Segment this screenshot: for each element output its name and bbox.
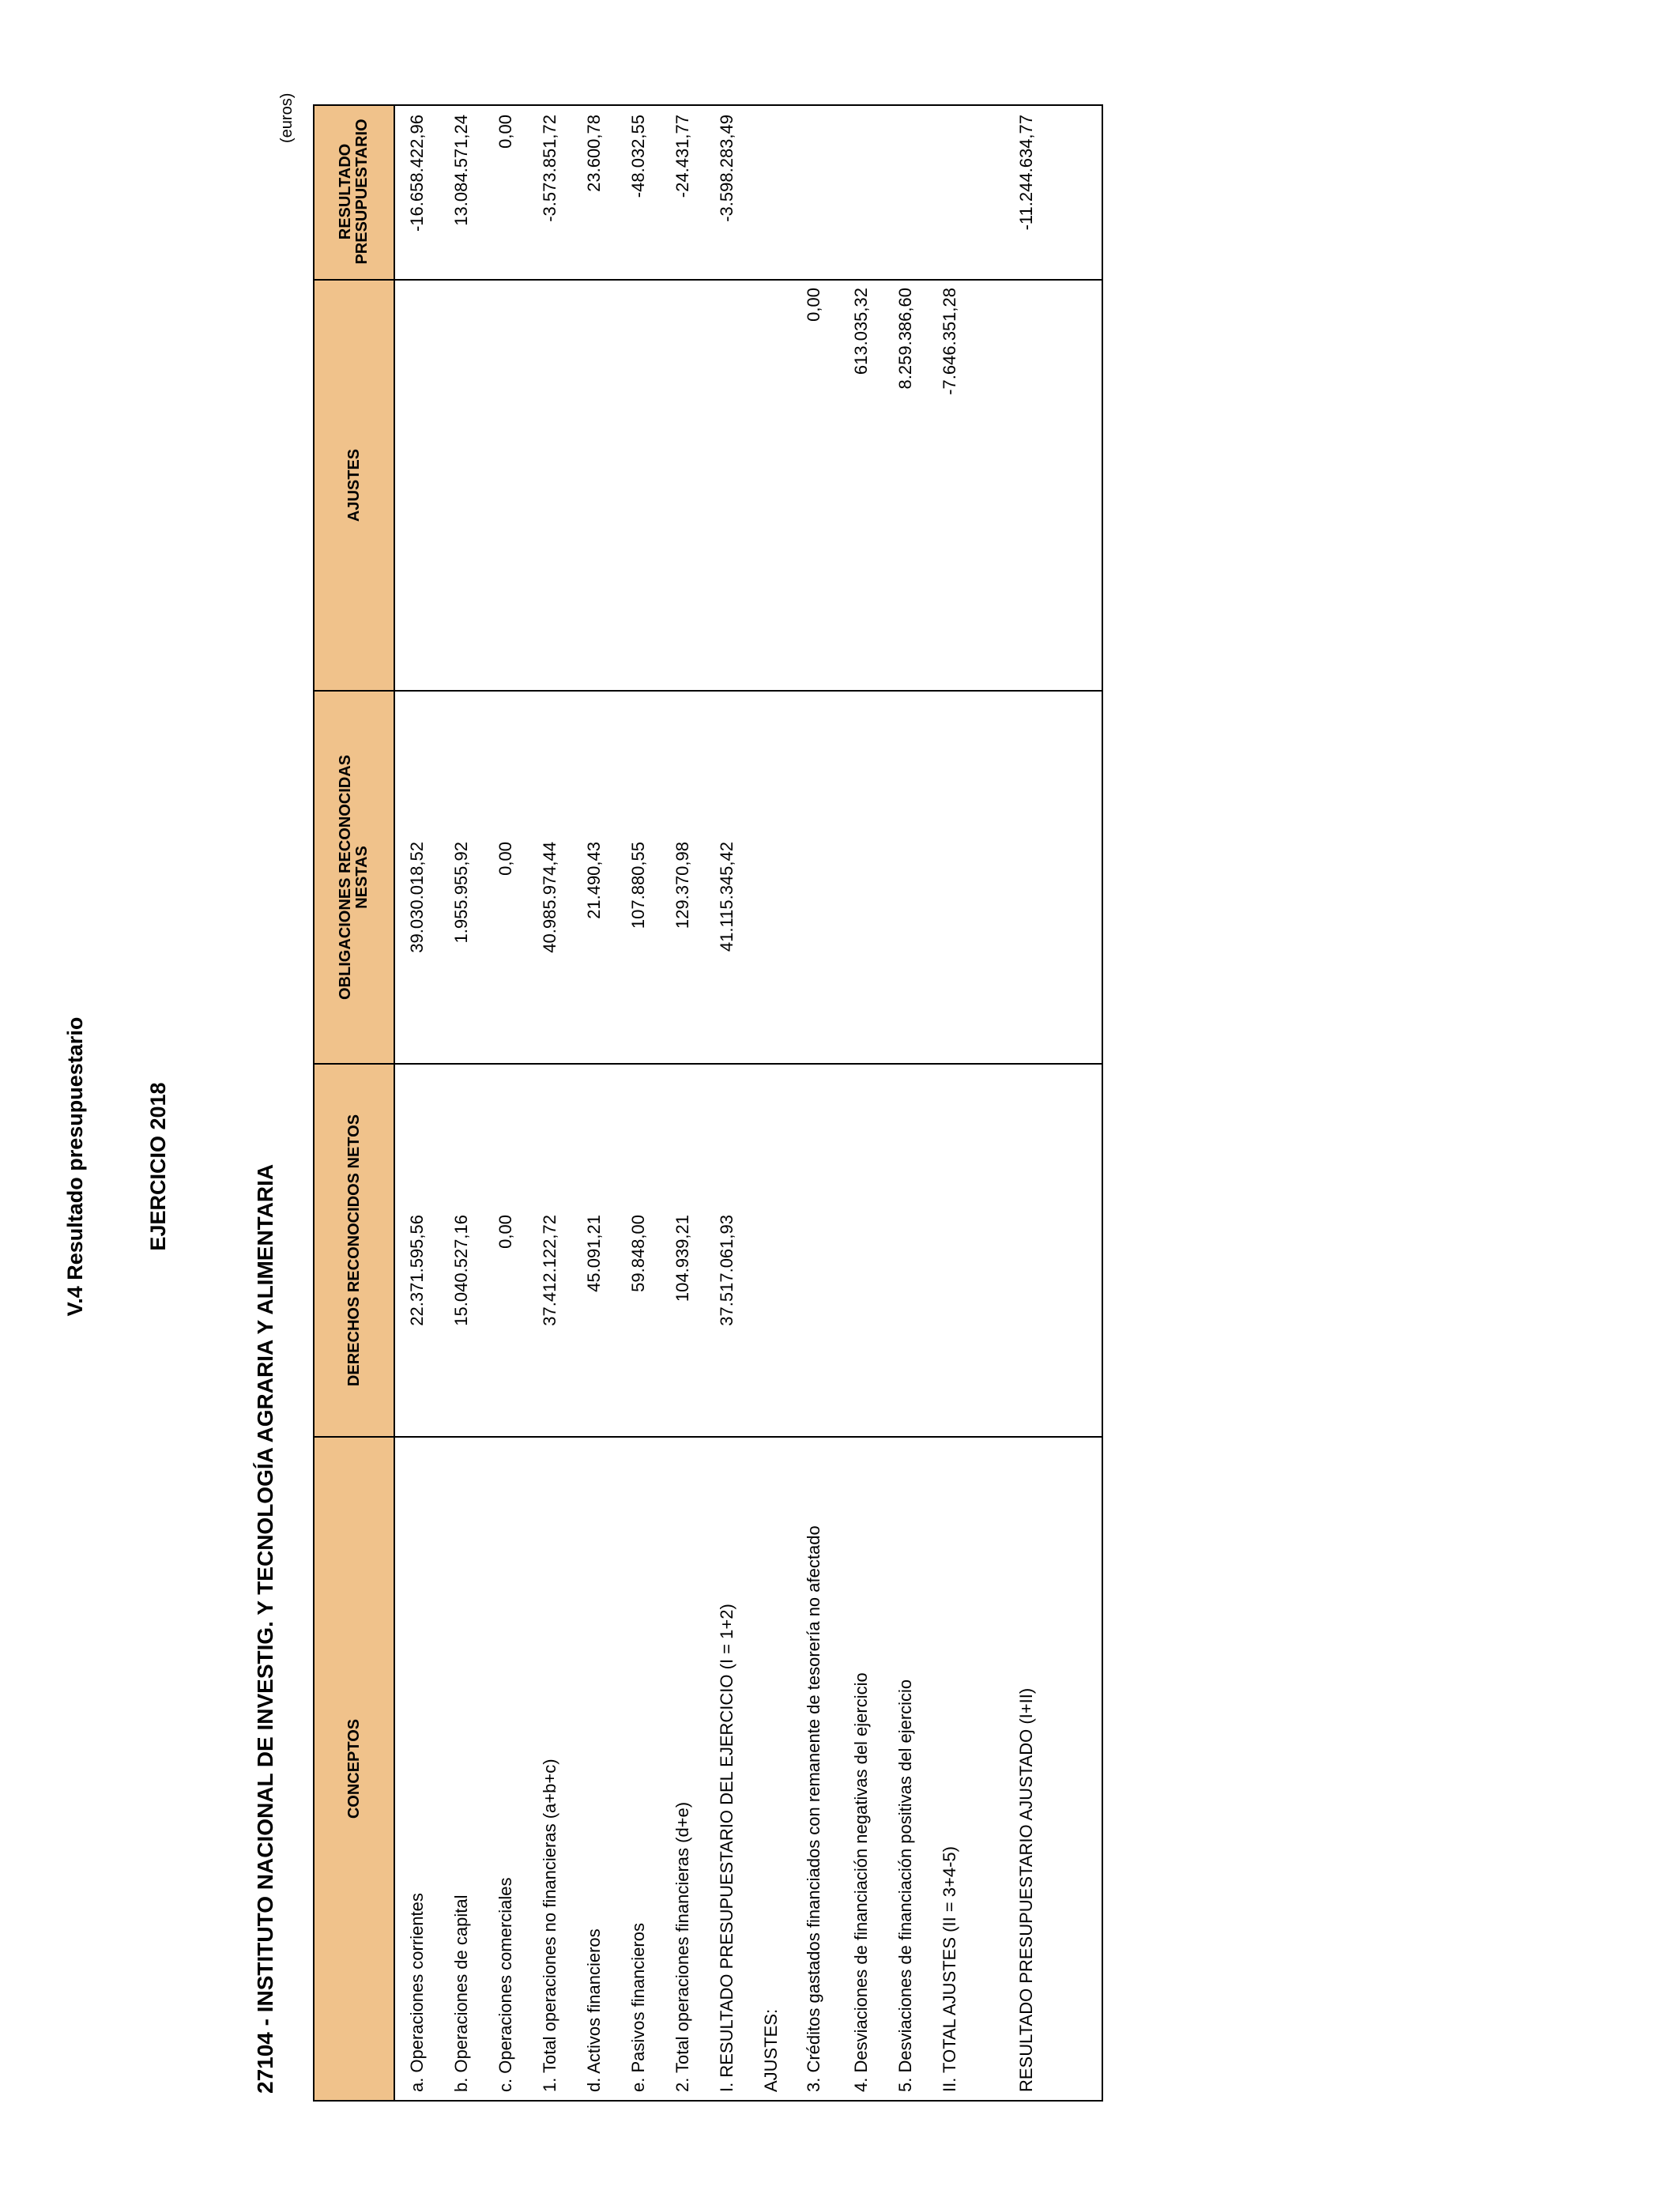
resultado-cell bbox=[839, 115, 883, 274]
ajustes-cell: 8.259.386,60 bbox=[895, 288, 915, 390]
resultado-cell: -11.244.634,77 bbox=[1016, 115, 1036, 231]
ajustes-cell: 0,00 bbox=[804, 288, 823, 322]
table-row bbox=[754, 106, 789, 2100]
table-row bbox=[928, 106, 972, 2100]
obligaciones-cell bbox=[883, 842, 928, 1057]
ajustes-cell bbox=[754, 288, 789, 531]
resultado-cell: -3.573.851,72 bbox=[540, 115, 559, 222]
budget-result-table bbox=[313, 104, 1103, 2102]
table-row bbox=[572, 106, 616, 2100]
derechos-cell: 22.371.595,56 bbox=[407, 1215, 427, 1326]
concepto-cell: AJUSTES: bbox=[761, 2008, 781, 2092]
resultado-cell: -48.032,55 bbox=[628, 115, 648, 198]
col-derechos: DERECHOS RECONOCIDOS NETOS bbox=[345, 1114, 363, 1387]
ajustes-cell bbox=[705, 288, 749, 531]
table-row bbox=[839, 106, 883, 2100]
derechos-cell: 59.848,00 bbox=[628, 1215, 648, 1292]
derechos-cell: 15.040.527,16 bbox=[451, 1215, 471, 1326]
resultado-cell: -16.658.422,96 bbox=[407, 115, 427, 232]
table-row bbox=[528, 106, 572, 2100]
resultado-cell: 0,00 bbox=[495, 115, 515, 149]
resultado-cell: -3.598.283,49 bbox=[717, 115, 736, 222]
col-obligaciones: OBLIGACIONES RECONOCIDAS NESTAS bbox=[337, 754, 371, 1001]
concepto-cell: 3. Créditos gastados financiados con remanente de tesorería no afectado bbox=[804, 1525, 823, 2092]
derechos-cell: 37.517.061,93 bbox=[717, 1215, 736, 1326]
ajustes-cell bbox=[616, 288, 661, 531]
obligaciones-cell: 0,00 bbox=[495, 842, 515, 876]
col-ajustes: AJUSTES bbox=[345, 448, 363, 522]
ajustes-cell: -7.646.351,28 bbox=[940, 288, 959, 395]
exercise-title: EJERCICIO 2018 bbox=[146, 1082, 170, 1251]
table-row bbox=[395, 106, 439, 2100]
obligaciones-cell: 107.880,55 bbox=[628, 842, 648, 929]
resultado-cell: 13.084.571,24 bbox=[451, 115, 471, 226]
resultado-cell: -24.431,77 bbox=[672, 115, 692, 198]
obligaciones-cell bbox=[839, 842, 883, 1057]
obligaciones-cell bbox=[999, 842, 1054, 1057]
table-row bbox=[439, 106, 484, 2100]
concepto-cell: e. Pasivos financieros bbox=[628, 1923, 648, 2092]
units-label: (euros) bbox=[278, 92, 296, 143]
obligaciones-cell: 21.490,43 bbox=[584, 842, 604, 919]
resultado-cell: 23.600,78 bbox=[584, 115, 604, 192]
ajustes-cell bbox=[528, 288, 572, 531]
obligaciones-cell: 40.985.974,44 bbox=[540, 842, 559, 953]
entity-title: 27104 - INSTITUTO NACIONAL DE INVESTIG. Y TECNOLOGÍA AGRARIA Y ALIMENTARIA bbox=[253, 1163, 277, 2094]
ajustes-cell bbox=[439, 288, 484, 531]
ajustes-cell bbox=[572, 288, 616, 531]
col-resultado: RESULTADO PRESUPUESTARIO bbox=[337, 119, 371, 265]
obligaciones-cell: 41.115.345,42 bbox=[717, 842, 736, 952]
derechos-cell: 104.939,21 bbox=[672, 1215, 692, 1302]
resultado-cell bbox=[754, 115, 789, 274]
table-row bbox=[616, 106, 661, 2100]
concepto-cell: 1. Total operaciones no financieras (a+b+c) bbox=[540, 1759, 559, 2092]
derechos-cell bbox=[999, 1215, 1054, 1428]
derechos-cell: 45.091,21 bbox=[584, 1215, 604, 1292]
obligaciones-cell bbox=[754, 842, 789, 1057]
derechos-cell bbox=[928, 1215, 972, 1428]
resultado-cell bbox=[789, 115, 839, 274]
table-row bbox=[883, 106, 928, 2100]
concepto-cell: 4. Desviaciones de financiación negativas del ejercicio bbox=[851, 1672, 871, 2092]
table-row bbox=[789, 106, 839, 2100]
table-row bbox=[705, 106, 749, 2100]
derechos-cell bbox=[883, 1215, 928, 1428]
derechos-cell: 37.412.122,72 bbox=[540, 1215, 559, 1326]
ajustes-cell bbox=[661, 288, 705, 531]
table-row bbox=[484, 106, 528, 2100]
ajustes-cell: 613.035,32 bbox=[851, 288, 871, 375]
obligaciones-cell bbox=[928, 842, 972, 1057]
resultado-cell bbox=[928, 115, 972, 274]
derechos-cell bbox=[789, 1215, 839, 1428]
col-conceptos: CONCEPTOS bbox=[345, 1718, 363, 1819]
concepto-cell: c. Operaciones comerciales bbox=[495, 1877, 515, 2092]
concepto-cell: b. Operaciones de capital bbox=[451, 1894, 471, 2092]
obligaciones-cell: 1.955.955,92 bbox=[451, 842, 471, 944]
resultado-cell bbox=[883, 115, 928, 274]
concepto-cell: II. TOTAL AJUSTES (II = 3+4-5) bbox=[940, 1846, 959, 2092]
table-header bbox=[315, 106, 395, 2100]
derechos-cell: 0,00 bbox=[495, 1215, 515, 1249]
obligaciones-cell: 129.370,98 bbox=[672, 842, 692, 929]
ajustes-cell bbox=[999, 288, 1054, 531]
ajustes-cell bbox=[395, 288, 439, 531]
table-row bbox=[661, 106, 705, 2100]
derechos-cell bbox=[839, 1215, 883, 1428]
derechos-cell bbox=[754, 1215, 789, 1428]
concepto-cell: RESULTADO PRESUPUESTARIO AJUSTADO (I+II) bbox=[1016, 1687, 1036, 2092]
table-row bbox=[999, 106, 1054, 2100]
report-title: V.4 Resultado presupuestario bbox=[63, 1016, 87, 1317]
concepto-cell: d. Activos financieros bbox=[584, 1928, 604, 2092]
obligaciones-cell: 39.030.018,52 bbox=[407, 842, 427, 953]
concepto-cell: I. RESULTADO PRESUPUESTARIO DEL EJERCICIO (I = 1+2) bbox=[717, 1604, 736, 2092]
concepto-cell: a. Operaciones corrientes bbox=[407, 1893, 427, 2092]
obligaciones-cell bbox=[789, 842, 839, 1057]
concepto-cell: 5. Desviaciones de financiación positivas del ejercicio bbox=[895, 1679, 915, 2092]
ajustes-cell bbox=[484, 288, 528, 531]
concepto-cell: 2. Total operaciones financieras (d+e) bbox=[672, 1801, 692, 2092]
